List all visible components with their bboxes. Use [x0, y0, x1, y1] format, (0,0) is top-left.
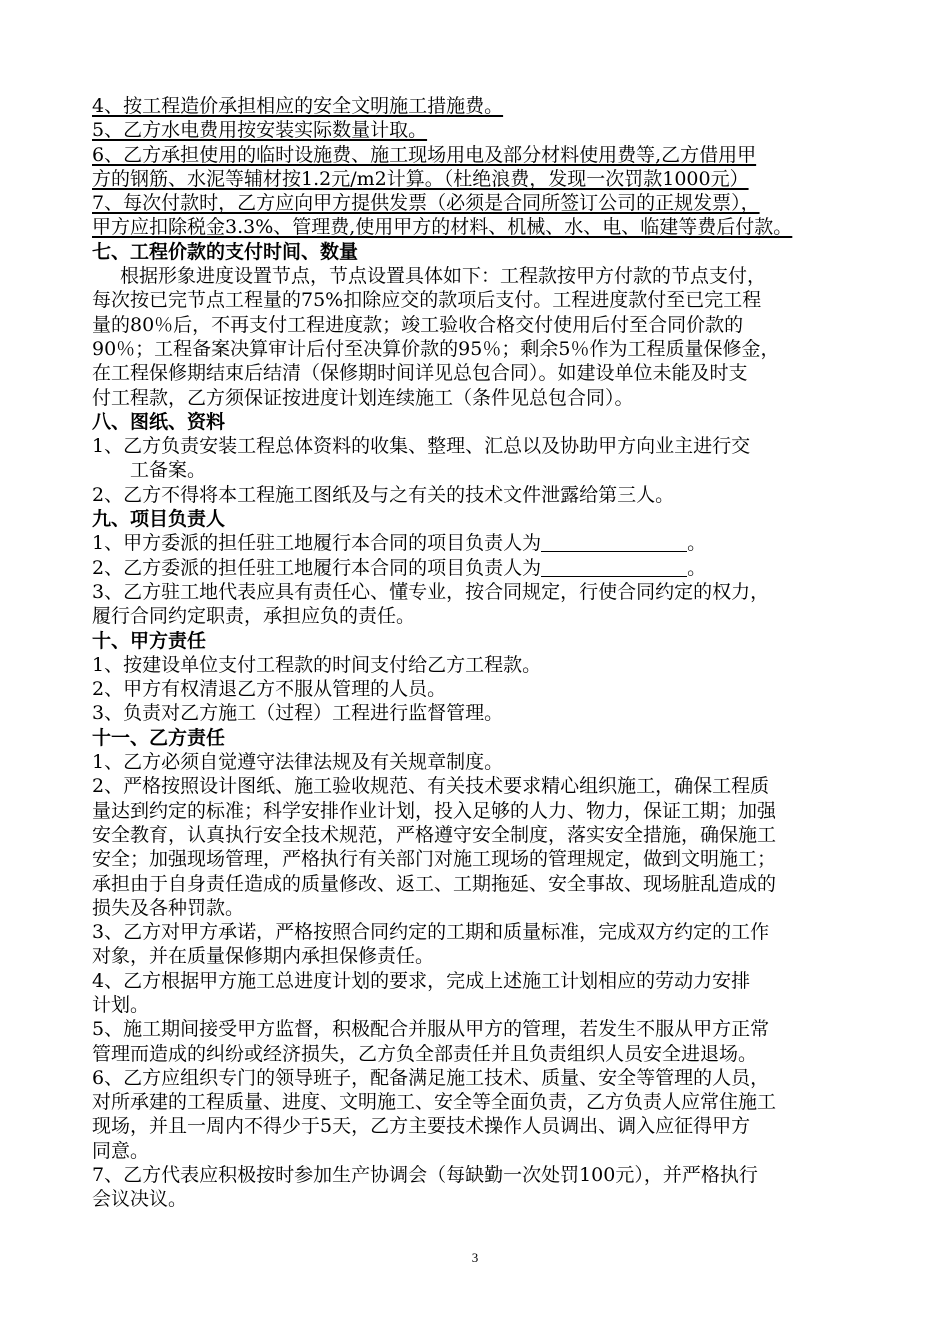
section-11-line: 对象，并在质量保修期内承担保修责任。	[92, 945, 435, 968]
section-11-line: 安全教育，认真执行安全技术规范，严格遵守安全制度，落实安全措施，确保施工	[92, 823, 777, 846]
section-7-line: 付工程款，乙方须保证按进度计划连续施工（条件见总包合同）。	[92, 386, 634, 409]
price-item-6-line2: 方的钢筋、水泥等辅材按1.2元/m2计算。（杜绝浪费，发现一次罚款1000元）	[92, 167, 749, 190]
period: 。	[687, 556, 707, 579]
price-item-5: 5、乙方水电费用按安装实际数量计取。	[92, 119, 428, 142]
section-9-item-1-text: 1、甲方委派的担任驻工地履行本合同的项目负责人为	[92, 532, 542, 555]
section-8-heading: 八、图纸、资料	[92, 410, 226, 433]
section-11-line: 同意。	[92, 1139, 150, 1162]
section-11-line: 量达到约定的标准；科学安排作业计划，投入足够的人力、物力，保证工期；加强	[92, 799, 777, 822]
section-7-line: 根据形象进度设置节点，节点设置具体如下：工程款按甲方付款的节点支付，	[120, 265, 767, 288]
section-7-line: 量的80％后，不再支付工程进度款；竣工验收合格交付使用后付至合同价款的	[92, 313, 744, 336]
section-11-line: 现场，并且一周内不得少于5天，乙方主要技术操作人员调出、调入应征得甲方	[92, 1115, 751, 1138]
section-11-line: 4、乙方根据甲方施工总进度计划的要求，完成上述施工计划相应的劳动力安排	[92, 969, 751, 992]
section-7-line: 90％；工程备案决算审计后付至决算价款的95％；剩余5％作为工程质量保修金，	[92, 337, 780, 360]
section-7-line: 在工程保修期结束后结清（保修期时间详见总包合同）。如建设单位未能及时支	[92, 362, 748, 385]
section-8-item-2: 2、乙方不得将本工程施工图纸及与之有关的技术文件泄露给第三人。	[92, 483, 675, 506]
section-11-line: 5、施工期间接受甲方监督，积极配合并服从甲方的管理，若发生不服从甲方正常	[92, 1018, 770, 1041]
section-10-item: 1、按建设单位支付工程款的时间支付给乙方工程款。	[92, 653, 542, 676]
section-8-item-1: 1、乙方负责安装工程总体资料的收集、整理、汇总以及协助甲方向业主进行交	[92, 435, 751, 458]
section-10-item: 3、负责对乙方施工（过程）工程进行监督管理。	[92, 702, 504, 725]
section-10-heading: 十、甲方责任	[92, 629, 207, 652]
section-11-line: 6、乙方应组织专门的领导班子，配备满足施工技术、质量、安全等管理的人员，	[92, 1066, 770, 1089]
section-8-item-1-cont: 工备案。	[130, 459, 207, 482]
section-9-item-3: 3、乙方驻工地代表应具有责任心、懂专业，按合同规定，行使合同约定的权力，	[92, 580, 770, 603]
section-11-line: 2、严格按照设计图纸、施工验收规范、有关技术要求精心组织施工，确保工程质	[92, 775, 770, 798]
section-9-item-2-text: 2、乙方委派的担任驻工地履行本合同的项目负责人为	[92, 556, 542, 579]
section-9-item-1	[92, 531, 868, 555]
section-7-heading: 七、工程价款的支付时间、数量	[92, 240, 359, 263]
price-item-7-line2: 甲方应扣除税金3.3%、管理费,使用甲方的材料、机械、水、电、临建等费后付款。	[92, 216, 793, 239]
section-11-heading: 十一、乙方责任	[92, 726, 226, 749]
price-item-4: 4、按工程造价承担相应的安全文明施工措施费。	[92, 95, 504, 117]
fill-in-blank	[541, 558, 687, 577]
section-9-item-3-cont: 履行合同约定职责，承担应负的责任。	[92, 605, 416, 628]
section-11-line: 对所承建的工程质量、进度、文明施工、安全等全面负责，乙方负责人应常住施工	[92, 1091, 777, 1114]
section-9-item-2	[92, 556, 868, 580]
price-item-6-line1: 6、乙方承担使用的临时设施费、施工现场用电及部分材料使用费等,乙方借用甲	[92, 143, 757, 166]
section-9-heading: 九、项目负责人	[92, 508, 226, 531]
period: 。	[687, 532, 707, 555]
section-11-line: 安全；加强现场管理，严格执行有关部门对施工现场的管理规定，做到文明施工；	[92, 848, 777, 871]
section-11-line: 管理而造成的纠纷或经济损失，乙方负全部责任并且负责组织人员安全进退场。	[92, 1042, 758, 1065]
section-11-line: 计划。	[92, 993, 150, 1016]
section-10-item: 2、甲方有权清退乙方不服从管理的人员。	[92, 678, 447, 701]
section-11-line: 7、乙方代表应积极按时参加生产协调会（每缺勤一次处罚100元），并严格执行	[92, 1164, 758, 1187]
section-11-line: 承担由于自身责任造成的质量修改、返工、工期拖延、安全事故、现场脏乱造成的	[92, 872, 777, 895]
page-number: 3	[471, 1250, 479, 1265]
price-item-7-line1: 7、每次付款时，乙方应向甲方提供发票（必须是合同所签订公司的正规发票），	[92, 192, 760, 215]
fill-in-blank	[541, 533, 687, 552]
section-11-line: 1、乙方必须自觉遵守法律法规及有关规章制度。	[92, 751, 504, 774]
contract-page	[92, 94, 868, 1212]
section-11-line: 损失及各种罚款。	[92, 896, 245, 919]
section-11-line: 会议决议。	[92, 1188, 188, 1211]
section-7-line: 每次按已完节点工程量的75%扣除应交的款项后支付。工程进度款付至已完工程	[92, 289, 762, 312]
section-11-line: 3、乙方对甲方承诺，严格按照合同约定的工期和质量标准，完成双方约定的工作	[92, 921, 770, 944]
